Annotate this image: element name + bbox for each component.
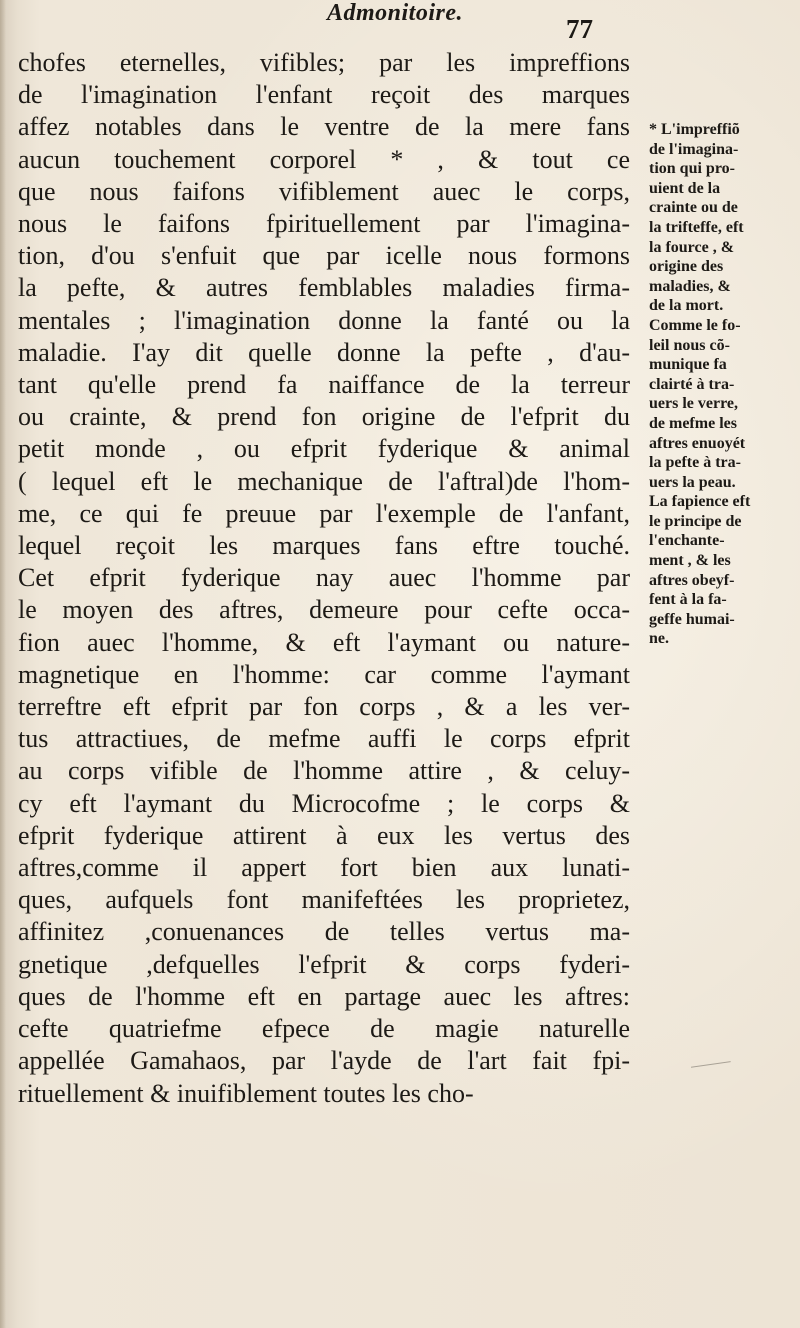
- margin-note-line: uers la peau.: [649, 473, 736, 491]
- page-spine-shadow: [0, 0, 6, 1328]
- text-line: fion auec l'homme, & eft l'aymant ou nature-: [18, 627, 630, 657]
- margin-note-line: aftres obeyf-: [649, 571, 735, 589]
- text-line: rituellement & inuifiblement toutes les cho-: [18, 1078, 474, 1108]
- text-line: ques de l'homme eft en partage auec les aftres:: [18, 981, 630, 1011]
- text-line: la pefte, & autres femblables maladies firma-: [18, 273, 630, 303]
- text-line: tant qu'elle prend fa naiffance de la terreur: [18, 370, 630, 400]
- margin-note-line: La fapience eft: [649, 493, 751, 511]
- text-line: aftres,comme il appert fort bien aux lunati-: [18, 853, 630, 883]
- margin-note-line: maladies, &: [649, 277, 731, 295]
- margin-note-line: ne.: [649, 630, 669, 648]
- text-line: cefte quatriefme efpece de magie naturelle: [18, 1014, 630, 1044]
- margin-note-line: le principe de: [649, 512, 742, 530]
- text-line: affinitez ,conuenances de telles vertus ma-: [18, 917, 630, 947]
- margin-note-line: * L'impreffiõ: [649, 121, 740, 138]
- ink-mark: [689, 1049, 730, 1067]
- margin-note-line: crainte ou de: [649, 199, 738, 217]
- page-number: 77: [566, 14, 593, 44]
- margin-note-line: ment , & les: [649, 552, 731, 570]
- text-line: Cet efprit fyderique nay auec l'homme par: [18, 563, 630, 593]
- text-line: au corps vifible de l'homme attire , & celuy-: [18, 756, 630, 786]
- text-line: ( lequel eft le mechanique de l'aftral)de l'hom-: [18, 466, 630, 496]
- margin-note-line: munique fa: [649, 356, 727, 374]
- margin-note-line: geffe humai-: [649, 610, 735, 628]
- text-line: aucun touchement corporel * , & tout ce: [18, 144, 630, 174]
- text-line: maladie. I'ay dit quelle donne la pefte , d'au-: [18, 337, 630, 367]
- margin-note-line: aftres enuoyét: [649, 434, 746, 452]
- text-line: cy eft l'aymant du Microcofme ; le corps &: [18, 788, 630, 818]
- margin-note-line: uers le verre,: [649, 395, 738, 413]
- margin-note-line: la pefte à tra-: [649, 454, 741, 472]
- text-line: affez notables dans le ventre de la mere fans: [18, 112, 630, 142]
- text-line: tion, d'ou s'enfuit que par icelle nous formons: [18, 241, 630, 271]
- text-line: que nous faifons vifiblement auec le corps,: [18, 176, 630, 206]
- text-line: nous le faifons fpirituellement par l'imagina-: [18, 209, 630, 239]
- text-line: de l'imagination l'enfant reçoit des marques: [18, 80, 630, 110]
- text-line: mentales ; l'imagination donne la fanté ou la: [18, 305, 630, 335]
- margin-note-line: de l'imagina-: [649, 140, 739, 158]
- margin-note-line: clairté à tra-: [649, 375, 735, 393]
- text-line: me, ce qui fe preuue par l'exemple de l'anfant,: [18, 498, 630, 528]
- running-title: Admonitoire.: [326, 0, 464, 26]
- margin-note-line: de la mort.: [649, 297, 724, 315]
- text-line: ques, aufquels font manifeftées les proprietez,: [18, 885, 630, 915]
- text-line: terreftre eft efprit par fon corps , & a les ver-: [18, 692, 630, 722]
- margin-note-line: de mefme les: [649, 414, 737, 432]
- text-line: appellée Gamahaos, par l'ayde de l'art fait fpi-: [18, 1046, 630, 1076]
- margin-note-line: leil nous cõ-: [649, 336, 730, 354]
- text-line: efprit fyderique attirent à eux les vertus des: [18, 820, 630, 850]
- margin-note-line: origine des: [649, 258, 724, 276]
- text-line: petit monde , ou efprit fyderique & animal: [18, 434, 630, 464]
- text-line: tus attractiues, de mefme auffi le corps efprit: [18, 724, 630, 754]
- text-line: magnetique en l'homme: car comme l'aymant: [18, 659, 630, 689]
- text-line: gnetique ,defquelles l'efprit & corps fyderi-: [18, 949, 630, 979]
- margin-note-line: la fource , &: [649, 238, 735, 256]
- margin-note-line: fent à la fa-: [649, 591, 727, 609]
- margin-note-line: Comme le fo-: [649, 316, 741, 334]
- margin-note-line: la trifteffe, eft: [649, 218, 744, 236]
- margin-note-line: l'enchante-: [649, 532, 725, 550]
- margin-note-line: uient de la: [649, 179, 721, 197]
- text-line: lequel reçoit les marques fans eftre touché.: [18, 531, 630, 561]
- margin-note: [649, 120, 797, 649]
- text-line: ou crainte, & prend fon origine de l'efprit du: [18, 402, 630, 432]
- text-line: le moyen des aftres, demeure pour cefte occa-: [18, 595, 630, 625]
- main-text-block: [18, 47, 630, 1110]
- text-line: chofes eternelles, vifibles; par les impreffions: [18, 48, 630, 77]
- margin-note-line: tion qui pro-: [649, 160, 735, 178]
